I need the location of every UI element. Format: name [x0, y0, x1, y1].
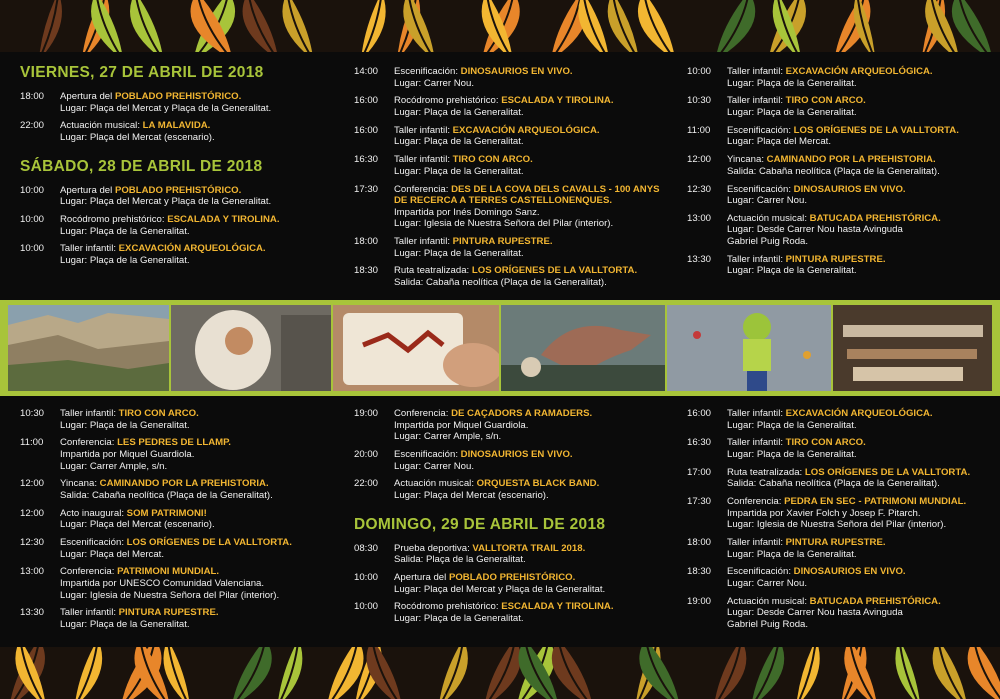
event-type: Yincana: [60, 478, 100, 490]
event-time: 14:00 [354, 66, 379, 77]
event-type: Ruta teatralizada: [727, 466, 805, 478]
event-type: Actuación musical: [394, 478, 477, 490]
event-item [354, 572, 672, 595]
event-type: Taller infantil: [727, 537, 786, 549]
event-time: 10:00 [354, 601, 379, 613]
event-item [20, 508, 338, 531]
column-saturday-night-sunday [354, 408, 672, 631]
event-item [20, 120, 338, 143]
event-item [354, 154, 672, 177]
column-sunday-morning [687, 66, 987, 283]
event-detail: Lugar: Plaça de la Generalitat. [60, 619, 190, 631]
event-type: Escenificación: [394, 448, 461, 460]
event-item [687, 467, 987, 490]
event-detail: Lugar: Plaça de la Generalitat. [727, 419, 857, 431]
event-title: CAMINANDO POR LA PREHISTORIA. [766, 154, 936, 166]
event-type: Apertura del [394, 571, 449, 583]
event-item [687, 184, 987, 207]
event-list-sunday-afternoon [687, 408, 987, 631]
event-type: Taller infantil: [727, 408, 786, 419]
event-title: PATRIMONI MUNDIAL. [117, 566, 220, 578]
event-type: Escenificación: [60, 537, 127, 549]
event-type: Actuación musical: [60, 120, 143, 132]
event-title: EXCAVACIÓN ARQUEOLÓGICA. [785, 66, 933, 77]
event-list-saturday-morning [20, 185, 338, 267]
event-item [20, 214, 338, 237]
event-time: 13:00 [20, 566, 45, 578]
photo-rock-painting-workshop [333, 305, 499, 391]
event-detail: Impartida por UNESCO Comunidad Valenciana. [60, 578, 265, 590]
event-detail: Lugar: Plaça de la Generalitat. [394, 165, 524, 177]
event-item [687, 408, 987, 431]
event-item [354, 478, 672, 501]
event-detail: Lugar: Carrer Nou. [727, 578, 807, 590]
decorative-leaf-band-top [0, 0, 1000, 52]
event-title: PINTURA RUPESTRE. [785, 253, 886, 265]
event-item [20, 537, 338, 560]
event-time: 18:30 [687, 566, 712, 578]
event-detail: Lugar: Carrer Ample, s/n. [394, 431, 502, 443]
event-title: POBLADO PREHISTÓRICO. [114, 91, 242, 102]
column-sunday-afternoon [687, 408, 987, 637]
event-time: 13:30 [687, 253, 712, 265]
event-time: 12:00 [20, 507, 45, 519]
event-time: 13:30 [20, 607, 45, 619]
event-detail: Lugar: Plaça de la Generalitat. [394, 136, 524, 148]
event-title: ESCALADA Y TIROLINA. [167, 213, 280, 225]
event-type: Taller infantil: [727, 66, 786, 77]
photo-climbing-wall [667, 305, 831, 391]
event-time: 10:30 [20, 408, 45, 419]
event-item [687, 496, 987, 531]
event-detail: Lugar: Plaça del Mercat (escenario). [60, 131, 215, 143]
event-item [687, 537, 987, 560]
event-detail: Salida: Cabaña neolítica (Plaça de la Generalitat). [60, 489, 273, 501]
event-time: 10:00 [687, 66, 712, 77]
event-item [20, 566, 338, 601]
event-item [354, 265, 672, 288]
event-detail: Lugar: Plaça del Mercat. [60, 548, 164, 560]
event-list-friday [20, 91, 338, 144]
event-title: TIRO CON ARCO. [785, 437, 866, 449]
photo-dinosaur [501, 305, 665, 391]
event-item [687, 437, 987, 460]
event-title: LA MALAVIDA. [142, 120, 211, 132]
event-type: Conferencia: [60, 566, 118, 578]
event-type: Yincana: [727, 154, 767, 166]
event-title: DINOSAURIOS EN VIVO. [793, 566, 906, 578]
event-type: Actuación musical: [727, 212, 810, 224]
event-type: Taller infantil: [727, 437, 786, 449]
event-time: 20:00 [354, 448, 379, 460]
event-item [687, 95, 987, 118]
photo-strip [0, 300, 1000, 396]
event-time: 13:00 [687, 212, 712, 224]
event-list-saturday-midday [20, 408, 338, 631]
event-type: Conferencia: [394, 183, 452, 195]
event-title: TIRO CON ARCO. [118, 408, 199, 419]
event-item [354, 408, 672, 443]
event-detail: Lugar: Plaça de la Generalitat. [727, 106, 857, 118]
event-item [20, 243, 338, 266]
event-title: TIRO CON ARCO. [452, 154, 533, 166]
event-type: Escenificación: [727, 183, 794, 195]
event-type: Taller infantil: [60, 607, 119, 619]
event-title: BATUCADA PREHISTÓRICA. [809, 595, 941, 607]
event-time: 22:00 [20, 120, 45, 132]
event-type: Conferencia: [60, 437, 118, 449]
leaf-pattern-icon [0, 0, 1000, 52]
event-detail: Lugar: Plaça del Mercat y Plaça de la Generalitat. [60, 196, 272, 208]
event-type: Taller infantil: [60, 408, 119, 419]
event-time: 12:30 [687, 183, 712, 195]
event-list-sunday-morning [687, 66, 987, 277]
event-title: PINTURA RUPESTRE. [785, 537, 886, 549]
event-time: 10:00 [20, 213, 45, 225]
event-title: LOS ORÍGENES DE LA VALLTORTA. [793, 124, 959, 136]
event-time: 10:00 [20, 184, 45, 196]
event-detail: Lugar: Plaça de la Generalitat. [394, 612, 524, 624]
event-time: 11:00 [687, 124, 711, 136]
event-title: PINTURA RUPESTRE. [118, 607, 219, 619]
event-item [20, 408, 338, 431]
event-type: Prueba deportiva: [394, 542, 473, 554]
event-type: Taller infantil: [394, 154, 453, 166]
event-item [354, 125, 672, 148]
event-list-sunday-early [354, 543, 672, 625]
event-detail: Gabriel Puig Roda. [727, 236, 809, 248]
event-item [20, 437, 338, 472]
event-detail: Lugar: Plaça de la Generalitat. [727, 448, 857, 460]
event-detail: Salida: Plaça de la Generalitat. [394, 554, 526, 566]
event-time: 16:30 [687, 437, 712, 449]
event-time: 12:00 [20, 478, 45, 490]
event-type: Escenificación: [727, 566, 794, 578]
event-item [20, 607, 338, 630]
event-item [20, 478, 338, 501]
event-type: Escenificación: [727, 124, 794, 136]
event-type: Taller infantil: [727, 253, 786, 265]
event-detail: Lugar: Iglesia de Nuestra Señora del Pilar (interior). [727, 519, 947, 531]
event-type: Conferencia: [727, 496, 785, 508]
event-item [354, 95, 672, 118]
event-item [354, 184, 672, 230]
event-item [687, 125, 987, 148]
event-title: SOM PATRIMONI! [126, 507, 207, 519]
event-detail: Salida: Cabaña neolítica (Plaça de la Generalitat). [394, 277, 607, 289]
event-title: ORQUESTA BLACK BAND. [476, 478, 600, 490]
event-time: 10:30 [687, 95, 712, 107]
decorative-leaf-band-bottom [0, 647, 1000, 699]
event-title: PEDRA EN SEC - PATRIMONI MUNDIAL. [784, 496, 967, 508]
event-title: EXCAVACIÓN ARQUEOLÓGICA. [785, 408, 933, 419]
event-time: 16:00 [354, 124, 379, 136]
event-type: Escenificación: [394, 66, 461, 77]
event-title: DINOSAURIOS EN VIVO. [793, 183, 906, 195]
event-title: LOS ORÍGENES DE LA VALLTORTA. [126, 537, 292, 549]
event-detail: Lugar: Plaça de la Generalitat. [727, 265, 857, 277]
column-saturday-lower [20, 408, 338, 637]
event-list-saturday-night [354, 408, 672, 502]
event-time: 18:00 [354, 236, 379, 248]
event-time: 19:00 [354, 408, 379, 419]
event-time: 17:30 [354, 183, 379, 195]
event-time: 17:00 [687, 466, 712, 478]
event-time: 17:30 [687, 496, 712, 508]
event-title: DES DE LA COVA DELS CAVALLS - 100 ANYS DE RECERCA A TERRES CASTELLONENQUES. [394, 183, 660, 207]
event-item [687, 154, 987, 177]
event-title: LES PEDRES DE LLAMP. [117, 437, 231, 449]
event-detail: Impartida por Miquel Guardiola. [394, 419, 529, 431]
event-item [687, 596, 987, 631]
event-type: Conferencia: [394, 408, 452, 419]
event-type: Actuación musical: [727, 595, 810, 607]
event-detail: Lugar: Carrer Nou. [394, 77, 474, 89]
event-item [354, 449, 672, 472]
photo-caveman-costume [171, 305, 331, 391]
event-detail: Lugar: Plaça de la Generalitat. [394, 247, 524, 259]
event-type: Taller infantil: [394, 236, 453, 248]
event-time: 19:00 [687, 595, 712, 607]
event-detail: Salida: Cabaña neolítica (Plaça de la Generalitat). [727, 165, 940, 177]
event-item [20, 185, 338, 208]
event-title: LOS ORÍGENES DE LA VALLTORTA. [804, 466, 971, 478]
event-time: 16:00 [687, 408, 712, 419]
column-saturday-afternoon [354, 66, 672, 295]
day-heading-sunday: DOMINGO, 29 DE ABRIL DE 2018 [354, 515, 606, 533]
event-detail: Lugar: Carrer Nou. [727, 195, 807, 207]
event-detail: Lugar: Plaça del Mercat. [727, 136, 831, 148]
event-title: PINTURA RUPESTRE. [452, 236, 553, 248]
event-detail: Lugar: Plaça de la Generalitat. [60, 254, 190, 266]
event-time: 18:00 [20, 91, 45, 102]
event-detail: Lugar: Desde Carrer Nou hasta Avinguda [727, 607, 903, 619]
event-time: 16:30 [354, 154, 379, 166]
event-detail: Lugar: Iglesia de Nuestra Señora del Pilar (interior). [394, 218, 614, 230]
event-time: 10:00 [354, 571, 379, 583]
event-type: Ruta teatralizada: [394, 265, 472, 277]
event-detail: Lugar: Plaça de la Generalitat. [727, 548, 857, 560]
event-title: ESCALADA Y TIROLINA. [501, 95, 614, 107]
event-detail: Lugar: Plaça del Mercat y Plaça de la Generalitat. [394, 583, 606, 595]
event-type: Rocódromo prehistórico: [394, 601, 502, 613]
event-type: Taller infantil: [394, 124, 453, 136]
event-title: DINOSAURIOS EN VIVO. [460, 66, 573, 77]
event-time: 10:00 [20, 243, 45, 255]
event-detail: Lugar: Plaça del Mercat (escenario). [394, 489, 549, 501]
event-time: 12:30 [20, 537, 45, 549]
event-type: Taller infantil: [60, 243, 119, 255]
photo-canyon-landscape [8, 305, 169, 391]
event-item [687, 213, 987, 248]
event-item [687, 254, 987, 277]
event-title: VALLTORTA TRAIL 2018. [472, 542, 586, 554]
event-title: CAMINANDO POR LA PREHISTORIA. [99, 478, 269, 490]
event-detail: Impartida por Inés Domingo Sanz. [394, 206, 540, 218]
column-friday-saturday [20, 64, 338, 273]
event-time: 08:30 [354, 542, 379, 554]
event-title: POBLADO PREHISTÓRICO. [448, 571, 576, 583]
event-item [20, 91, 338, 114]
event-list-saturday-afternoon [354, 66, 672, 289]
day-heading-friday: VIERNES, 27 DE ABRIL DE 2018 [20, 64, 264, 81]
event-time: 18:00 [687, 537, 712, 549]
event-time: 22:00 [354, 478, 379, 490]
event-type: Apertura del [60, 91, 115, 102]
event-title: EXCAVACIÓN ARQUEOLÓGICA. [452, 124, 600, 136]
event-time: 18:30 [354, 265, 379, 277]
event-detail: Gabriel Puig Roda. [727, 619, 809, 631]
leaf-pattern-icon [0, 647, 1000, 699]
event-detail: Lugar: Plaça del Mercat (escenario). [60, 519, 215, 531]
event-title: LOS ORÍGENES DE LA VALLTORTA. [471, 265, 638, 277]
event-item [354, 601, 672, 624]
photo-archaeology-tools [833, 305, 992, 391]
event-item [354, 66, 672, 89]
event-detail: Lugar: Plaça de la Generalitat. [727, 77, 857, 89]
event-time: 12:00 [687, 154, 712, 166]
event-item [687, 66, 987, 89]
event-detail: Lugar: Plaça de la Generalitat. [394, 106, 524, 118]
event-detail: Lugar: Carrer Ample, s/n. [60, 460, 168, 472]
event-type: Rocódromo prehistórico: [394, 95, 502, 107]
event-detail: Lugar: Plaça de la Generalitat. [60, 419, 190, 431]
event-detail: Impartida por Miquel Guardiola. [60, 448, 195, 460]
event-detail: Lugar: Carrer Nou. [394, 460, 474, 472]
event-item [687, 566, 987, 589]
event-item [354, 236, 672, 259]
event-title: TIRO CON ARCO. [785, 95, 866, 107]
event-type: Apertura del [60, 184, 115, 196]
event-detail: Lugar: Iglesia de Nuestra Señora del Pilar (interior). [60, 589, 280, 601]
event-title: ESCALADA Y TIROLINA. [501, 601, 614, 613]
event-detail: Lugar: Plaça del Mercat y Plaça de la Generalitat. [60, 102, 272, 114]
event-detail: Lugar: Desde Carrer Nou hasta Avinguda [727, 224, 903, 236]
event-detail: Lugar: Plaça de la Generalitat. [60, 225, 190, 237]
event-title: DE CAÇADORS A RAMADERS. [451, 408, 593, 419]
event-title: POBLADO PREHISTÓRICO. [114, 184, 242, 196]
event-item [354, 543, 672, 566]
event-title: DINOSAURIOS EN VIVO. [460, 448, 573, 460]
day-heading-saturday: SÁBADO, 28 DE ABRIL DE 2018 [20, 157, 263, 175]
event-time: 11:00 [20, 437, 44, 449]
event-title: EXCAVACIÓN ARQUEOLÓGICA. [118, 243, 266, 255]
event-type: Taller infantil: [727, 95, 786, 107]
event-title: BATUCADA PREHISTÓRICA. [809, 212, 941, 224]
event-detail: Salida: Cabaña neolítica (Plaça de la Generalitat). [727, 478, 940, 490]
event-type: Rocódromo prehistórico: [60, 213, 168, 225]
event-type: Acto inaugural: [60, 507, 127, 519]
event-time: 16:00 [354, 95, 379, 107]
event-detail: Impartida por Xavier Folch y Josep F. Pitarch. [727, 507, 921, 519]
